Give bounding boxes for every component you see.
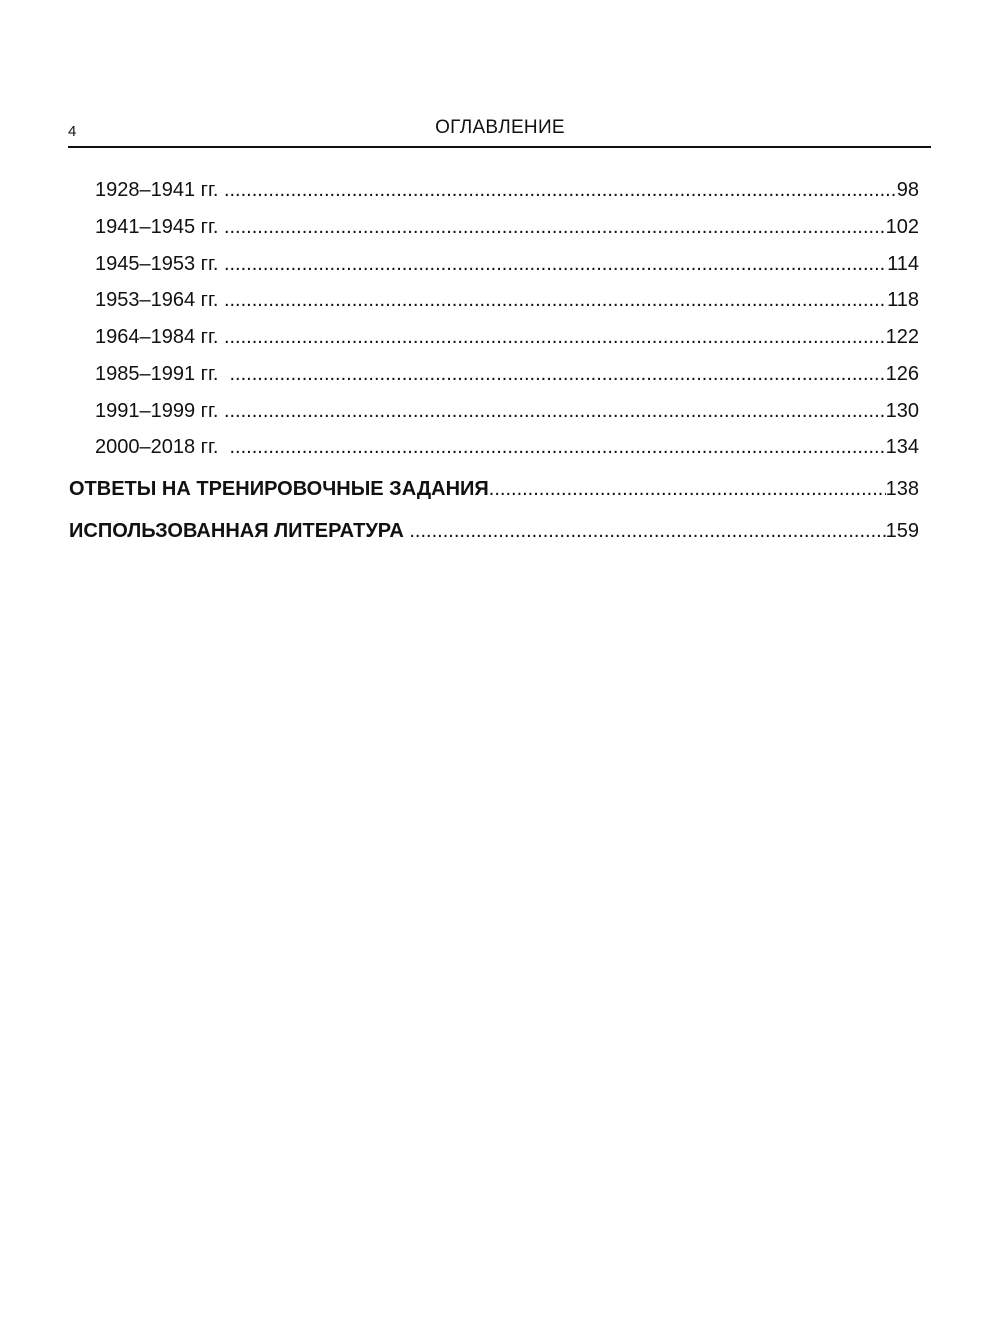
page-number: 4 xyxy=(68,123,77,140)
toc-entry-page: 114 xyxy=(887,253,919,275)
toc-entry-title: 1964–1984 гг. xyxy=(95,326,224,348)
dot-leader xyxy=(224,325,886,349)
dot-leader xyxy=(224,215,886,239)
toc-entry-page: 98 xyxy=(896,179,919,201)
toc-entry-1945-1953[interactable] xyxy=(95,252,919,276)
dot-leader xyxy=(409,519,885,543)
dot-leader xyxy=(229,435,885,459)
toc-entry-page: 126 xyxy=(885,363,919,385)
toc-entry-page: 159 xyxy=(885,520,919,542)
toc-entry-2000-2018[interactable] xyxy=(95,435,919,459)
dot-leader xyxy=(229,362,885,386)
dot-leader xyxy=(224,399,886,423)
dot-leader xyxy=(224,178,897,202)
toc-entry-title: 1985–1991 гг. xyxy=(95,363,230,385)
toc-entry-page: 138 xyxy=(885,478,919,500)
toc-entry-title: ИСПОЛЬЗОВАННАЯ ЛИТЕРАТУРА xyxy=(69,520,410,542)
toc-entry-1953-1964[interactable] xyxy=(95,288,919,312)
toc-entry-1985-1991[interactable] xyxy=(95,362,919,386)
dot-leader xyxy=(224,252,887,276)
dot-leader xyxy=(224,288,887,312)
toc-entry-title: 1941–1945 гг. xyxy=(95,216,224,238)
header-rule xyxy=(68,146,931,148)
toc-entry-references[interactable] xyxy=(69,519,919,543)
toc-entry-1964-1984[interactable] xyxy=(95,325,919,349)
toc-entry-title: 1945–1953 гг. xyxy=(95,253,224,275)
toc-entry-page: 122 xyxy=(885,326,919,348)
toc-entry-1941-1945[interactable] xyxy=(95,215,919,239)
toc-entry-title: 1928–1941 гг. xyxy=(95,179,224,201)
toc-entry-title: 1991–1999 гг. xyxy=(95,400,224,422)
dot-leader xyxy=(489,477,886,501)
toc-entry-page: 134 xyxy=(885,436,919,458)
toc-entry-1991-1999[interactable] xyxy=(95,399,919,423)
running-head-title: ОГЛАВЛЕНИЕ xyxy=(435,117,565,138)
toc-entry-answers[interactable] xyxy=(69,477,919,501)
toc-entry-page: 102 xyxy=(885,216,919,238)
toc-entry-page: 118 xyxy=(887,289,919,311)
toc-entry-page: 130 xyxy=(885,400,919,422)
toc-entry-title: 1953–1964 гг. xyxy=(95,289,224,311)
toc-entry-title: 2000–2018 гг. xyxy=(95,436,230,458)
toc-entry-1928-1941[interactable] xyxy=(95,178,919,202)
toc-entry-title: ОТВЕТЫ НА ТРЕНИРОВОЧНЫЕ ЗАДАНИЯ xyxy=(69,478,489,500)
